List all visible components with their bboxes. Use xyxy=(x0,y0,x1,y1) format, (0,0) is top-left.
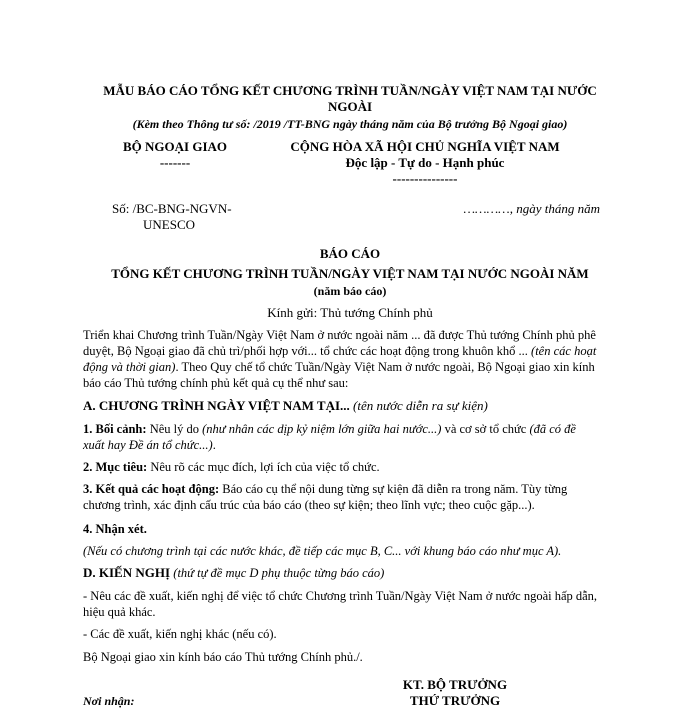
intro-text: Triển khai Chương trình Tuần/Ngày Việt Nam ở nước ngoài năm ... đã được Thủ tướng Chính phủ phê duyệt, Bộ Ngoại giao đã chủ trì/phối hợp với... tổ chức các hoạt động trong khuôn khổ ... xyxy=(83,328,596,358)
section-d-title: D. KIẾN NGHỊ xyxy=(83,565,174,580)
item-context xyxy=(83,421,598,453)
section-d-heading xyxy=(83,565,603,581)
intro-italic: (tên các hoạt động và thời gian) xyxy=(83,344,597,374)
section-a-note: (tên nước diễn ra sự kiện) xyxy=(353,398,488,413)
issuer-name: BỘ NGOẠI GIAO xyxy=(122,139,227,154)
item-objectives-label: 2. Mục tiêu: xyxy=(83,460,148,474)
report-year-note: (năm báo cáo) xyxy=(313,284,387,298)
section-a-title: A. CHƯƠNG TRÌNH NGÀY VIỆT NAM TẠI... xyxy=(83,398,354,413)
template-title-line2: NGOÀI xyxy=(327,99,373,114)
issuer-rule: ------- xyxy=(159,155,191,170)
intro-text-end: . Theo Quy chế tổ chức Tuần/Ngày Việt Nam ở nước ngoài, Bộ Ngoại giao xin kính báo cáo Thủ tướng chính phủ kết quả cụ thể như sau: xyxy=(83,360,595,390)
template-title-line1: MẪU BÁO CÁO TỔNG KẾT CHƯƠNG TRÌNH TUẦN/NGÀY VIỆT NAM TẠI NƯỚC xyxy=(103,83,597,98)
item-context-italic1: (như nhân các dịp kỷ niệm lớn giữa hai nước...) xyxy=(202,422,442,436)
document-number-line2: UNESCO xyxy=(143,217,196,232)
item-context-end: . xyxy=(212,438,216,452)
other-countries-note: (Nếu có chương trình tại các nước khác, đề tiếp các mục B, C... với khung báo cáo như mục A). xyxy=(83,544,562,558)
document-number-line1: Số: /BC-BNG-NGVN- xyxy=(112,201,232,216)
item-objectives-text: Nêu rõ các mục đích, lợi ích của việc tổ chức. xyxy=(147,460,380,474)
signature-block xyxy=(380,677,530,709)
item-results-label: 3. Kết quả các hoạt động: xyxy=(83,482,220,496)
national-motto xyxy=(270,139,580,187)
closing-line: Bộ Ngoại giao xin kính báo cáo Thủ tướng Chính phủ./. xyxy=(83,650,363,664)
motto-rule: --------------- xyxy=(392,171,458,186)
document-number xyxy=(112,201,272,233)
section-a-heading xyxy=(83,398,623,414)
item-context-italic2: (đã có đề xuất hay Đề án tổ chức...) xyxy=(83,422,576,452)
item-objectives xyxy=(83,459,603,475)
issuer-block xyxy=(100,139,250,171)
motto: Độc lập - Tự do - Hạnh phúc xyxy=(345,155,505,170)
item-results xyxy=(83,481,608,513)
report-recipient: Kính gửi: Thủ tướng Chính phủ xyxy=(267,305,433,320)
intro-paragraph xyxy=(83,327,603,391)
report-heading: BÁO CÁO xyxy=(319,246,381,261)
signature-line2: THỨ TRƯỞNG xyxy=(409,693,501,708)
proposal-item: - Nêu các đề xuất, kiến nghị để việc tổ chức Chương trình Tuần/Ngày Việt Nam ở nước ngoài hấp dẫn, hiệu quả khác. xyxy=(83,589,598,619)
section-d-note: (thứ tự đề mục D phụ thuộc từng báo cáo) xyxy=(173,566,385,580)
recipients-label: Nơi nhận: xyxy=(83,694,135,708)
item-results-text: Báo cáo cụ thể nội dung từng sự kiện đã diễn ra trong năm. Tùy từng chương trình, xác định cấu trúc của báo cáo (theo sự kiện; theo lĩnh vực; theo cuộc gặp...). xyxy=(83,482,568,512)
item-context-text2: và cơ sở tổ chức xyxy=(441,422,530,436)
item-remarks: 4. Nhận xét. xyxy=(83,522,147,536)
signature-line1: KT. BỘ TRƯỞNG xyxy=(402,677,508,692)
proposal-item: - Các đề xuất, kiến nghị khác (nếu có). xyxy=(83,627,277,641)
item-context-label: 1. Bối cảnh: xyxy=(83,422,147,436)
attachment-note: (Kèm theo Thông tư số: /2019 /TT-BNG ngày tháng năm của Bộ trưởng Bộ Ngoại giao) xyxy=(132,117,568,131)
date-place: …………, ngày tháng năm xyxy=(463,201,600,216)
template-title xyxy=(80,83,620,115)
item-context-text1: Nêu lý do xyxy=(146,422,203,436)
country-name: CỘNG HÒA XÃ HỘI CHỦ NGHĨA VIỆT NAM xyxy=(290,139,560,154)
report-subject: TỔNG KẾT CHƯƠNG TRÌNH TUẦN/NGÀY VIỆT NAM TẠI NƯỚC NGOÀI NĂM xyxy=(111,266,589,281)
